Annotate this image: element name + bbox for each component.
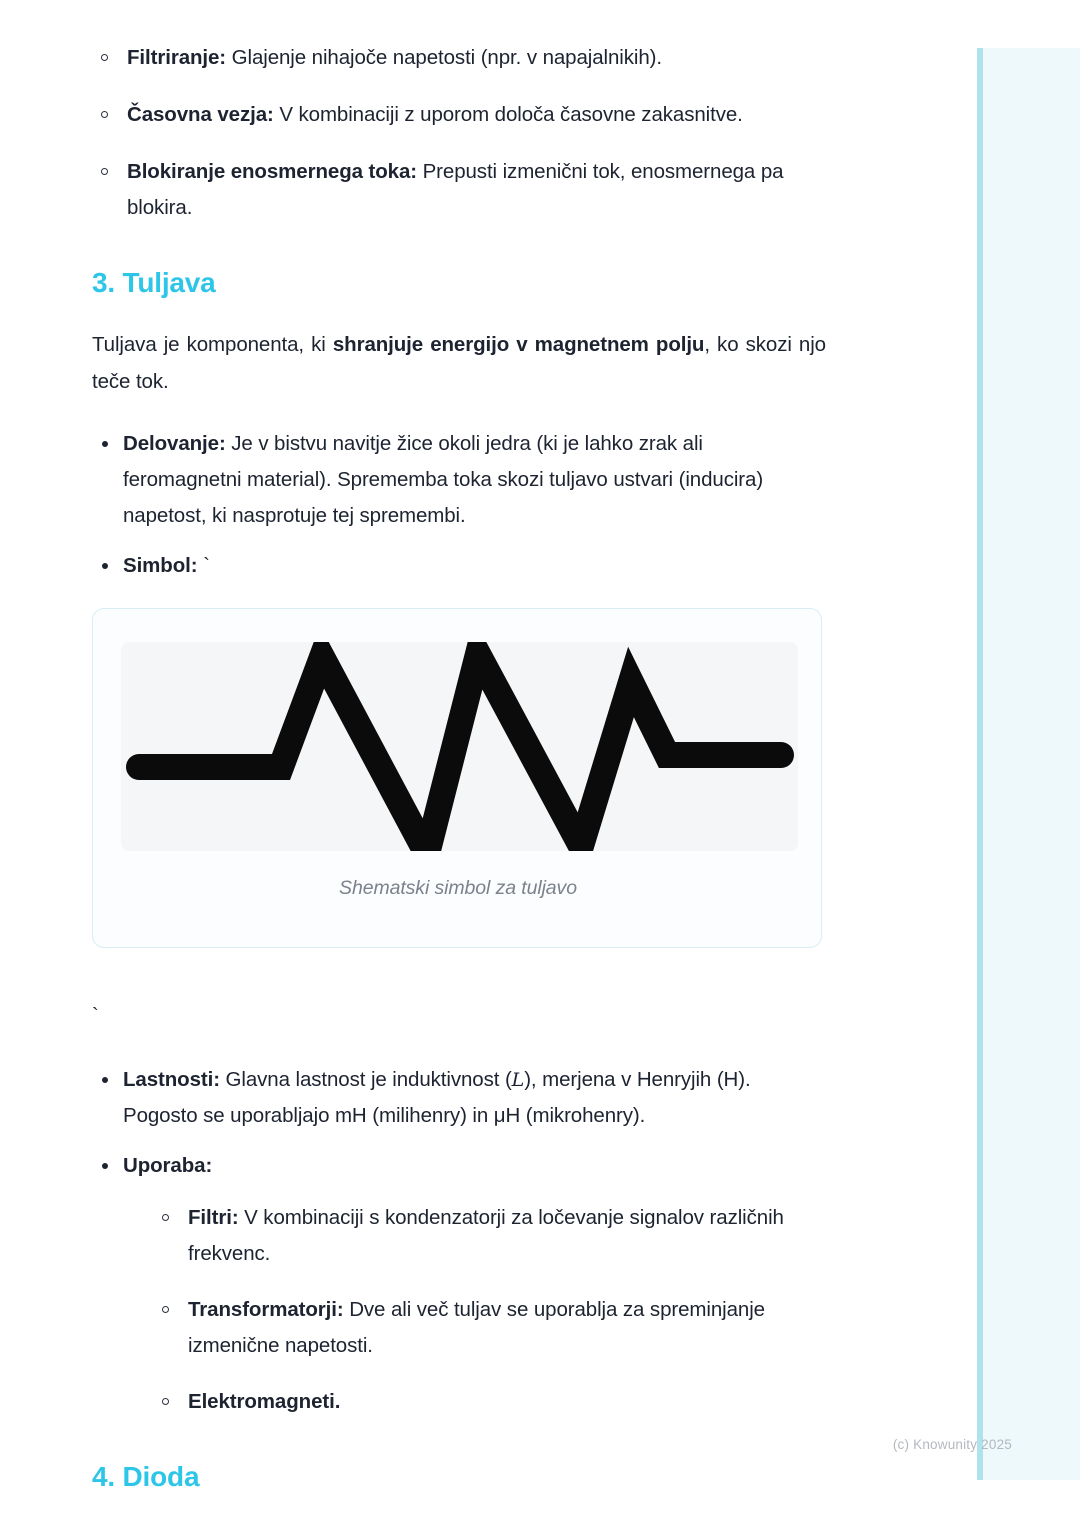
list-item-text: Je v bistvu navitje žice okoli jedra (ki je lahko zrak ali feromagnetni material). Sprememba toka skozi tuljavo ustvari (inducira) napetost, ki nasprotuje tej spremembi. <box>123 432 764 527</box>
paragraph-text-lead: Tuljava je komponenta, ki <box>92 333 333 356</box>
tuljava-bullet-list <box>90 426 826 584</box>
right-side-decorative-band <box>977 48 1080 1480</box>
list-item-term: Simbol: <box>123 554 198 577</box>
spacer <box>90 1028 826 1062</box>
right-side-band-edge-stripe <box>977 48 983 1480</box>
list-item-term: Filtri: <box>188 1206 239 1229</box>
list-item-text: V kombinaciji s kondenzatorji za ločevanje signalov različnih frekvenc. <box>188 1206 784 1265</box>
list-item <box>151 1292 826 1364</box>
list-item-term: Časovna vezja: <box>127 103 274 126</box>
inductor-figure-image-box <box>121 642 798 851</box>
list-item-text: ` <box>197 554 210 577</box>
list-item <box>151 1384 826 1420</box>
section-heading-tuljava: 3. Tuljava <box>92 267 216 298</box>
list-item-text-before-variable: Glavna lastnost je induktivnost ( <box>219 1068 512 1091</box>
list-item-term: Filtriranje: <box>127 46 227 69</box>
paragraph-bold-phrase: shranjuje energijo v magnetnem polju <box>332 333 705 356</box>
section-heading-dioda: 4. Dioda <box>92 1461 200 1492</box>
list-item <box>90 548 826 584</box>
inductance-variable: L <box>511 1069 525 1091</box>
list-item <box>90 426 826 534</box>
list-item <box>151 1200 826 1272</box>
tuljava-properties-list <box>90 1062 826 1420</box>
list-item-text: Glajenje nihajoče napetosti (npr. v napajalnikih). <box>226 46 662 69</box>
inductor-zigzag-icon <box>121 642 798 851</box>
list-item-term: Lastnosti: <box>123 1068 220 1091</box>
uporaba-sub-list <box>151 1200 826 1420</box>
list-item-text-after-variable: ), merjena v Henryjih (H). Pogosto se uporabljajo mH (milihenry) in μH (mikrohenry). <box>123 1068 751 1127</box>
list-item-term: Transformatorji: <box>188 1298 344 1321</box>
list-item-term: Uporaba: <box>123 1154 213 1177</box>
figure-caption: Shematski simbol za tuljavo <box>339 877 577 899</box>
list-item-term: Delovanje: <box>123 432 226 455</box>
list-item-term: Elektromagneti. <box>188 1390 341 1413</box>
list-item-text: Dve ali več tuljav se uporablja za spreminjanje izmenične napetosti. <box>188 1298 765 1357</box>
list-item <box>90 97 826 133</box>
tuljava-intro-paragraph <box>92 326 826 400</box>
copyright-watermark: (c) Knowunity 2025 <box>892 1437 1012 1452</box>
capacitor-uses-list <box>90 40 826 226</box>
stray-backtick-text: ` <box>92 1005 99 1027</box>
inductor-figure-card <box>92 608 822 948</box>
list-item-text: V kombinaciji z uporom določa časovne zakasnitve. <box>273 103 743 126</box>
paragraph-text-tail: , ko skozi njo teče tok. <box>92 333 826 393</box>
list-item-text: Prepusti izmenični tok, enosmernega pa blokira. <box>127 160 784 219</box>
list-item-term: Blokiranje enosmernega toka: <box>127 160 417 183</box>
document-content <box>90 40 826 1520</box>
list-item <box>90 1062 826 1134</box>
list-item <box>90 154 826 226</box>
list-item <box>90 1148 826 1420</box>
list-item <box>90 40 826 76</box>
